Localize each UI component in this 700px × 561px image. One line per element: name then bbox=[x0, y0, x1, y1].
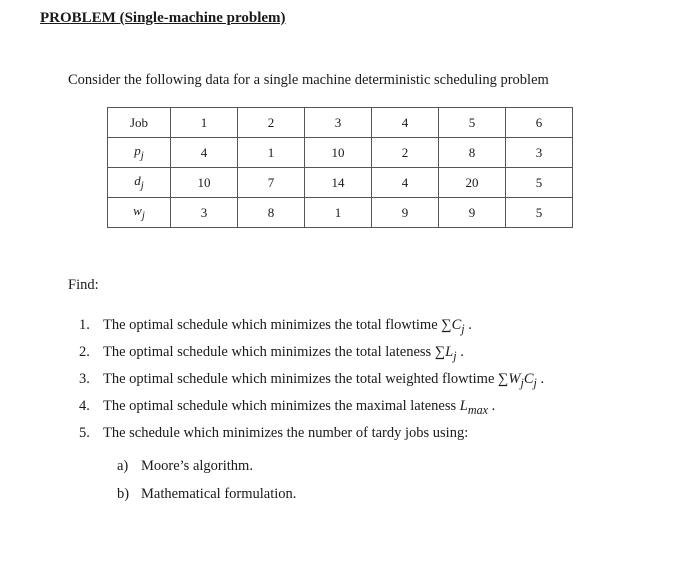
row-label: $w_j$ bbox=[108, 198, 171, 228]
subtask-list bbox=[117, 452, 296, 508]
table-cell: 3 bbox=[171, 198, 238, 228]
table-row bbox=[108, 108, 573, 138]
table-cell: 7 bbox=[238, 168, 305, 198]
table-cell: 1 bbox=[238, 138, 305, 168]
table-cell: 9 bbox=[439, 198, 506, 228]
table-cell: 2 bbox=[372, 138, 439, 168]
table-cell: 1 bbox=[305, 198, 372, 228]
table-cell: 1 bbox=[171, 108, 238, 138]
find-label: Find: bbox=[68, 277, 99, 293]
list-item: 3. The optimal schedule which minimizes the total weighted flowtime $\sum W_jC_j$ . bbox=[79, 371, 545, 390]
table-row bbox=[108, 168, 573, 198]
table-cell: 5 bbox=[506, 198, 573, 228]
list-item: 5. The schedule which minimizes the number of tardy jobs using: bbox=[79, 425, 469, 441]
intro-text: Consider the following data for a single machine deterministic scheduling problem bbox=[68, 72, 549, 88]
table-cell: 8 bbox=[439, 138, 506, 168]
table-cell: 5 bbox=[506, 168, 573, 198]
table-cell: 2 bbox=[238, 108, 305, 138]
list-item: a) Moore’s algorithm. bbox=[117, 458, 253, 474]
table-cell: 5 bbox=[439, 108, 506, 138]
table-cell: 20 bbox=[439, 168, 506, 198]
row-label: $d_j$ bbox=[108, 168, 171, 198]
job-data-table bbox=[107, 107, 573, 228]
table-cell: 3 bbox=[305, 108, 372, 138]
table-cell: 10 bbox=[305, 138, 372, 168]
table-cell: 14 bbox=[305, 168, 372, 198]
list-item: 1. The optimal schedule which minimizes the total flowtime $\sum C_j$ . bbox=[79, 317, 472, 336]
table-header-label: Job bbox=[108, 108, 171, 138]
row-label: $p_j$ bbox=[108, 138, 171, 168]
table-cell: 4 bbox=[171, 138, 238, 168]
table-cell: 3 bbox=[506, 138, 573, 168]
table-cell: 9 bbox=[372, 198, 439, 228]
list-item: 2. The optimal schedule which minimizes the total lateness $\sum L_j$ . bbox=[79, 344, 464, 363]
table-row bbox=[108, 198, 573, 228]
table-cell: 10 bbox=[171, 168, 238, 198]
table-cell: 8 bbox=[238, 198, 305, 228]
task-list bbox=[79, 312, 544, 447]
table-cell: 4 bbox=[372, 168, 439, 198]
list-item: b) Mathematical formulation. bbox=[117, 486, 297, 502]
table-cell: 4 bbox=[372, 108, 439, 138]
table-cell: 6 bbox=[506, 108, 573, 138]
list-item: 4. The optimal schedule which minimizes the maximal lateness $L_{max}$ . bbox=[79, 398, 496, 417]
table-row bbox=[108, 138, 573, 168]
problem-title: PROBLEM (Single-machine problem) bbox=[40, 10, 286, 26]
